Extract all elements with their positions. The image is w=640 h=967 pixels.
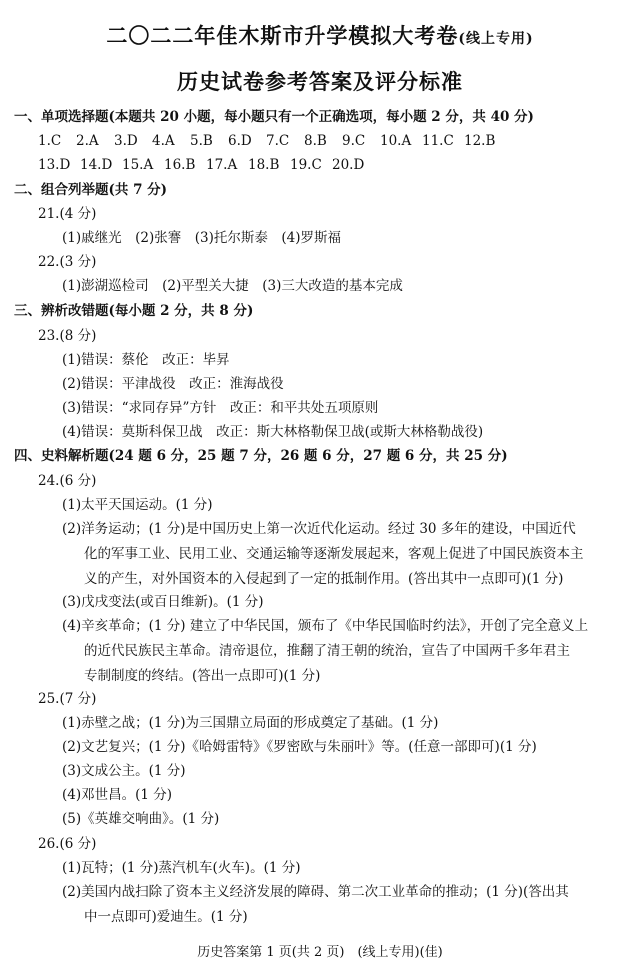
q22-answer: (1)澎湖巡检司 (2)平型关大捷 (3)三大改造的基本完成 — [62, 278, 403, 294]
mc-answer: 1.C — [38, 133, 62, 149]
document-subtitle: 历史试卷参考答案及评分标准 — [177, 69, 463, 94]
q23-answer-4: (4)错误：莫斯科保卫战 改正：斯大林格勒保卫战(或斯大林格勒战役) — [62, 424, 484, 440]
q24-answer-2-line3: 义的产生，对外国资本的入侵起到了一定的抵制作用。(答出其中一点即可)(1 分) — [84, 571, 564, 587]
answers-row-2 — [38, 156, 374, 174]
q26-answer-2 — [62, 880, 628, 930]
q24-answer-4 — [62, 614, 628, 689]
mc-answer: 17.A — [206, 157, 238, 173]
q24-answer-2-line1: (2)洋务运动；(1 分)是中国历史上第一次近代化运动。经过 30 多年的建设，中国近代 — [62, 521, 576, 537]
q26-answer-2-line2: 中一点即可)爱迪生。(1 分) — [84, 909, 248, 925]
mc-answer: 2.A — [76, 133, 99, 149]
q24-answer-4-line3: 专制制度的终结。(答出一点即可)(1 分) — [84, 668, 321, 684]
q21-answer: (1)戚继光 (2)张謇 (3)托尔斯泰 (4)罗斯福 — [62, 230, 341, 246]
section4-heading: 四、史料解析题(24 题 6 分，25 题 7 分，26 题 6 分，27 题 6 分，共 25 分) — [14, 448, 508, 464]
q23-answer-3: (3)错误：“求同存异”方针 改正：和平共处五项原则 — [62, 400, 379, 416]
mc-answer: 13.D — [38, 157, 71, 173]
q25-label: 25.(7 分) — [38, 691, 97, 707]
section3-heading: 三、辨析改错题(每小题 2 分，共 8 分) — [14, 303, 254, 319]
mc-answer: 12.B — [464, 133, 496, 149]
mc-answer: 4.A — [152, 133, 175, 149]
q23-label: 23.(8 分) — [38, 328, 97, 344]
q24-answer-2 — [62, 517, 628, 592]
exam-title — [0, 20, 640, 50]
q25-answer-5: (5)《英雄交响曲》。(1 分) — [62, 811, 220, 827]
page-footer: 历史答案第 1 页(共 2 页) (线上专用)(佳) — [197, 945, 443, 960]
q25-answer-2: (2)文艺复兴；(1 分)《哈姆雷特》《罗密欧与朱丽叶》等。(任意一部即可)(1 分) — [62, 739, 537, 755]
q26-label: 26.(6 分) — [38, 836, 97, 852]
mc-answer: 5.B — [190, 133, 213, 149]
section2-heading: 二、组合列举题(共 7 分) — [14, 182, 168, 198]
q24-answer-2-line2: 化的军事工业、民用工业、交通运输等逐渐发展起来，客观上促进了中国民族资本主 — [84, 546, 584, 562]
mc-answer: 3.D — [114, 133, 138, 149]
mc-answer: 20.D — [332, 157, 365, 173]
q22-label: 22.(3 分) — [38, 254, 97, 270]
mc-answer: 16.B — [164, 157, 196, 173]
mc-answer: 11.C — [422, 133, 454, 149]
mc-answer: 18.B — [248, 157, 280, 173]
q26-answer-1: (1)瓦特；(1 分)蒸汽机车(火车)。(1 分) — [62, 860, 301, 876]
answers-row-1 — [38, 132, 506, 150]
mc-answer: 8.B — [304, 133, 327, 149]
mc-answer: 10.A — [380, 133, 412, 149]
q24-answer-3: (3)戊戌变法(或百日维新)。(1 分) — [62, 594, 264, 610]
q23-answer-2: (2)错误：平津战役 改正：淮海战役 — [62, 376, 284, 392]
q24-answer-1: (1)太平天国运动。(1 分) — [62, 497, 213, 513]
mc-answer: 6.D — [228, 133, 252, 149]
mc-answer: 19.C — [290, 157, 322, 173]
section1-heading: 一、单项选择题(本题共 20 小题，每小题只有一个正确选项，每小题 2 分，共 40 分) — [14, 109, 534, 125]
q25-answer-1: (1)赤壁之战；(1 分)为三国鼎立局面的形成奠定了基础。(1 分) — [62, 715, 439, 731]
q26-answer-2-line1: (2)美国内战扫除了资本主义经济发展的障碍、第二次工业革命的推动；(1 分)(答出其 — [62, 884, 569, 900]
q24-answer-4-line1: (4)辛亥革命；(1 分) 建立了中华民国，颁布了《中华民国临时约法》，开创了完全意义上 — [62, 618, 589, 634]
mc-answer: 7.C — [266, 133, 290, 149]
q21-label: 21.(4 分) — [38, 206, 97, 222]
q23-answer-1: (1)错误：蔡伦 改正：毕昇 — [62, 352, 230, 368]
exam-title-main: 二〇二二年佳木斯市升学模拟大考卷 — [106, 23, 459, 48]
q24-answer-4-line2: 的近代民族民主革命。清帝退位，推翻了清王朝的统治，宣告了中国两千多年君主 — [84, 643, 570, 659]
mc-answer: 9.C — [342, 133, 366, 149]
q24-label: 24.(6 分) — [38, 473, 97, 489]
mc-answer: 15.A — [122, 157, 154, 173]
q25-answer-3: (3)文成公主。(1 分) — [62, 763, 186, 779]
q25-answer-4: (4)邓世昌。(1 分) — [62, 787, 173, 803]
exam-title-suffix: (线上专用) — [458, 31, 534, 47]
mc-answer: 14.D — [80, 157, 113, 173]
